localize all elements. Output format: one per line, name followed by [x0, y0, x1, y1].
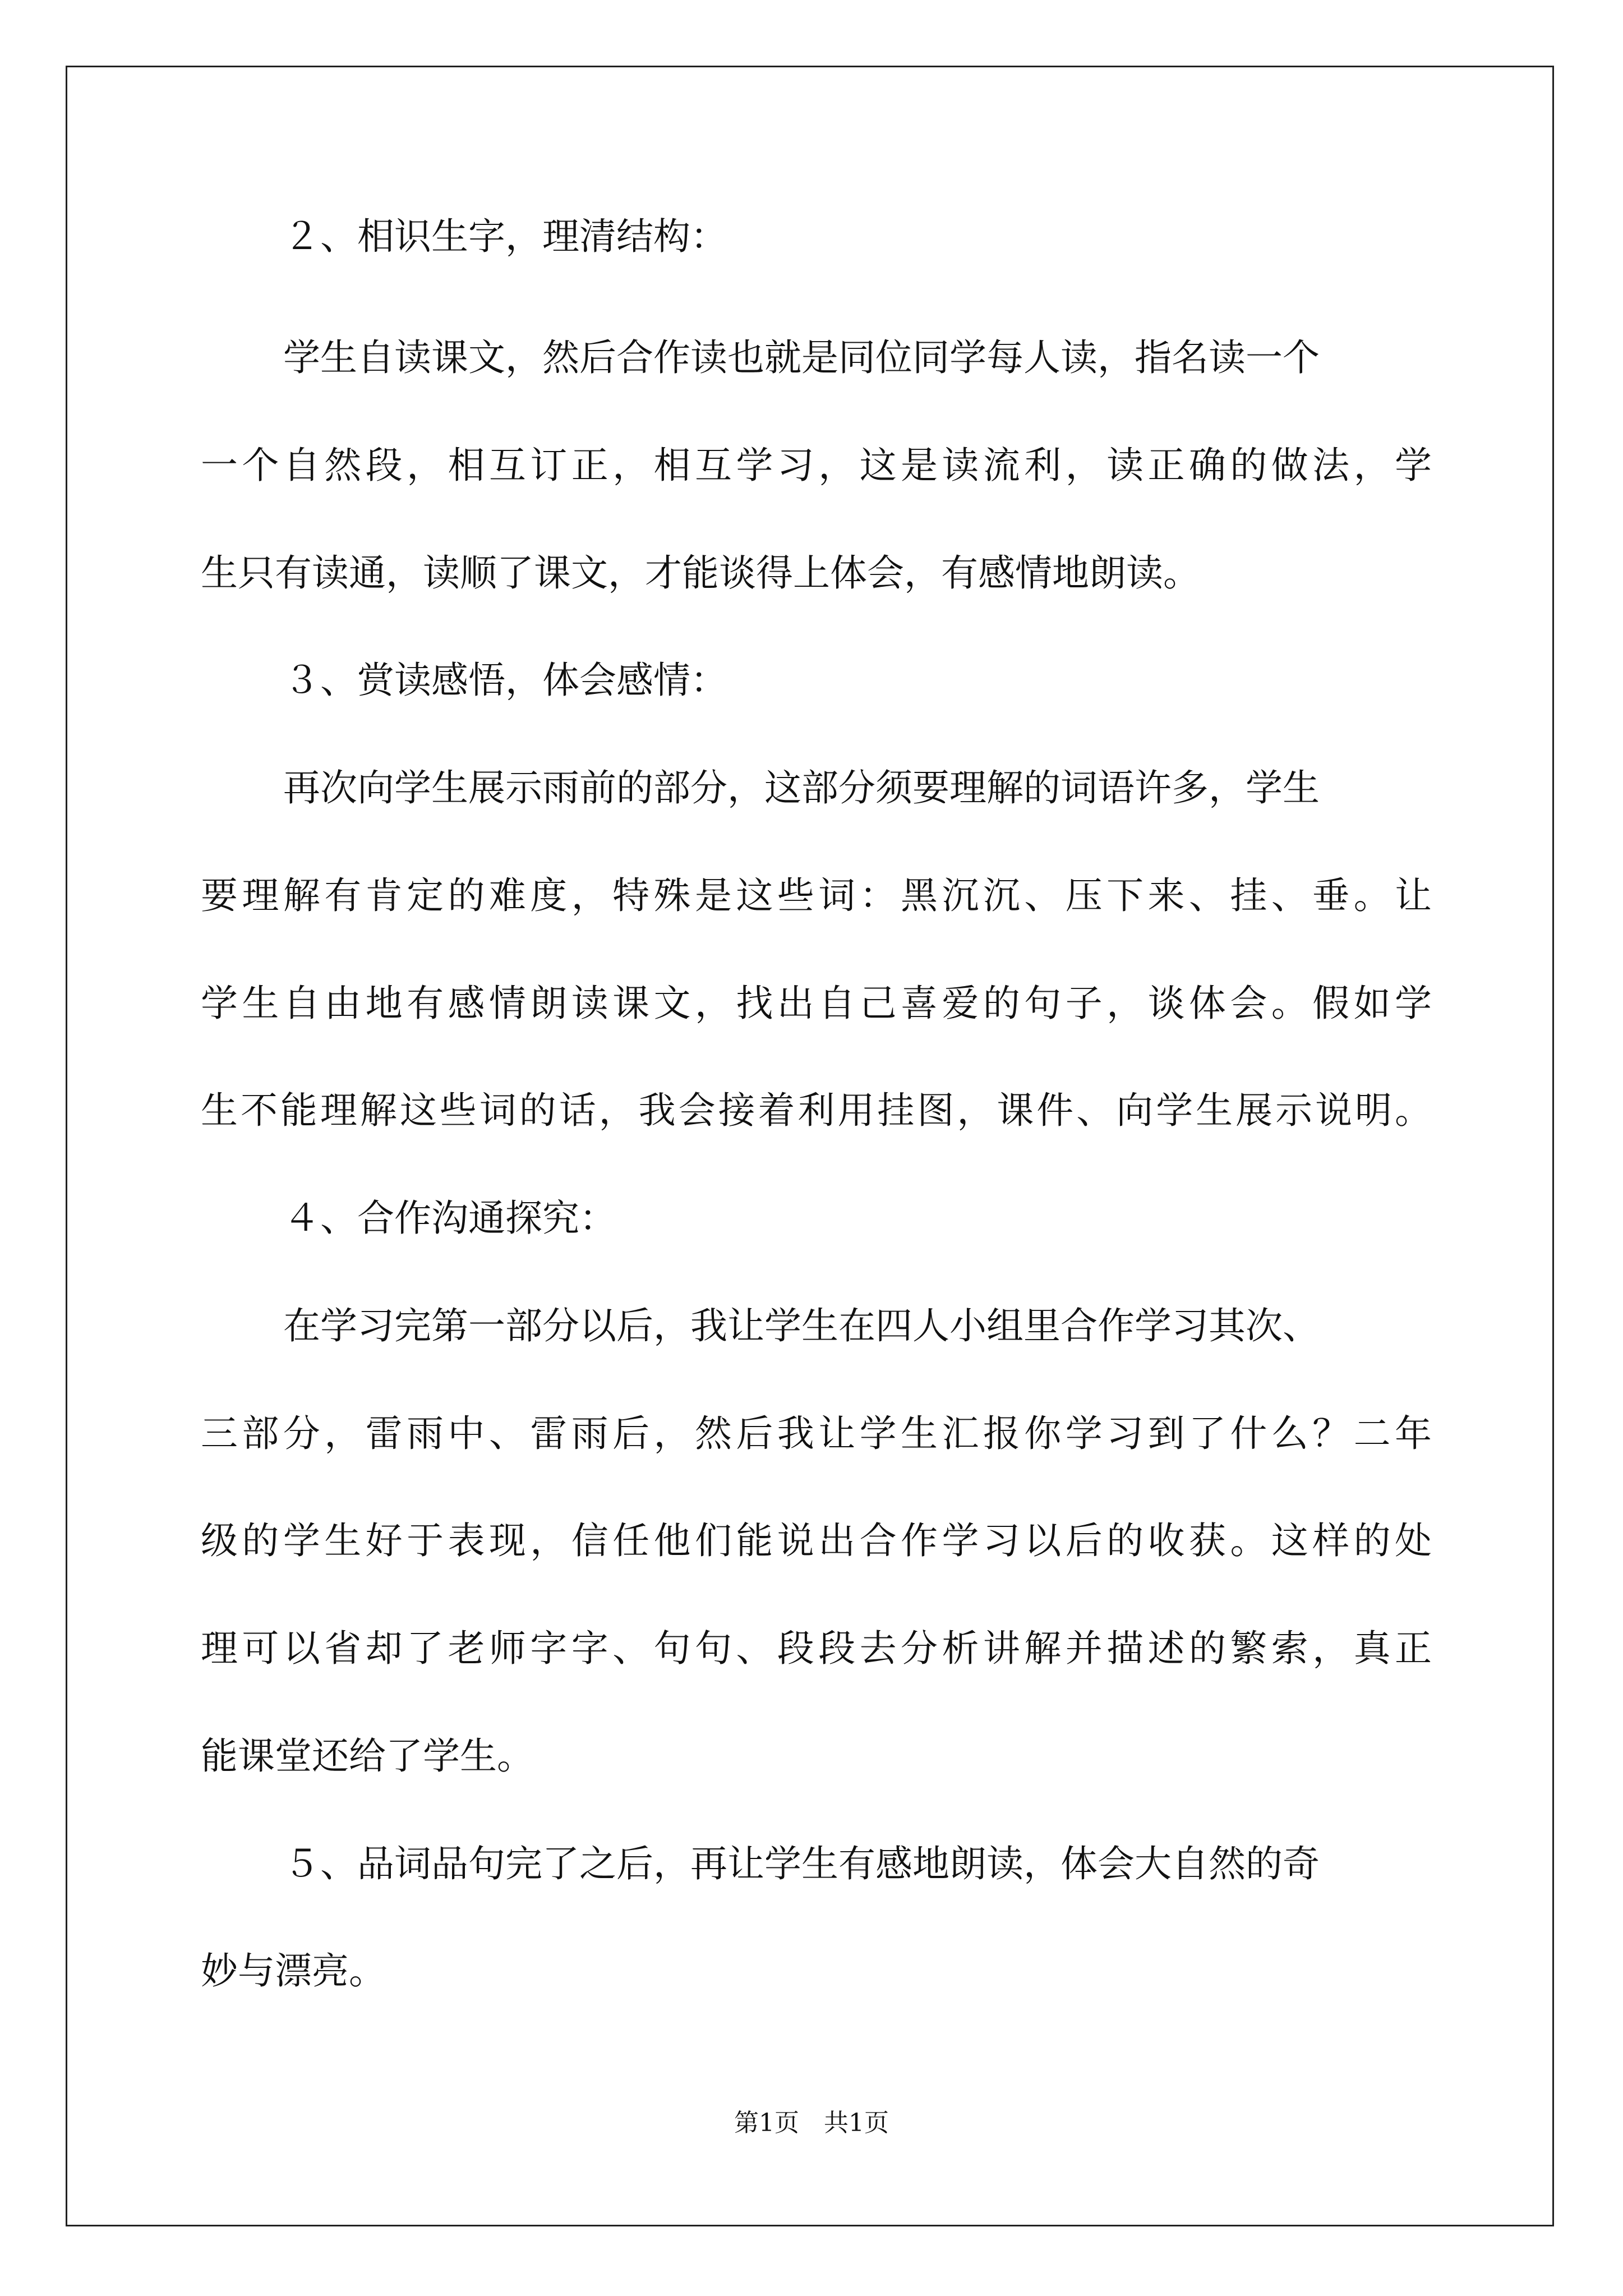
paragraph-line: 再次向学生展示雨前的部分，这部分须要理解的词语许多，学生	[283, 766, 1320, 809]
paragraph-line: 一个自然段，相互订正，相互学习，这是读流利，读正确的做法，学	[201, 444, 1432, 487]
paragraph-line: 能课堂还给了学生。	[201, 1734, 534, 1778]
paragraph-line: 三部分，雷雨中、雷雨后，然后我让学生汇报你学习到了什么？二年	[201, 1412, 1432, 1455]
paragraph-line: 在学习完第一部分以后，我让学生在四人小组里合作学习其次、	[283, 1304, 1320, 1347]
paragraph-line: 妙与漂亮。	[201, 1949, 386, 1993]
paragraph-line: 要理解有肯定的难度，特殊是这些词：黑沉沉、压下来、挂、垂。让	[201, 874, 1432, 917]
page-footer: 第1页 共1页	[734, 2109, 889, 2137]
paragraph-line: 理可以省却了老师字字、句句、段段去分析讲解并描述的繁索，真正	[201, 1627, 1432, 1670]
heading-4: ４、合作沟通探究：	[283, 1197, 616, 1240]
paragraph-line: 生不能理解这些词的话，我会接着利用挂图，课件、向学生展示说明。	[201, 1089, 1432, 1132]
paragraph-line: 级的学生好于表现，信任他们能说出合作学习以后的收获。这样的处	[201, 1519, 1432, 1562]
paragraph-line: 生只有读通，读顺了课文，才能谈得上体会，有感情地朗读。	[201, 551, 1200, 595]
page-border	[66, 66, 1554, 2226]
heading-2: ２、相识生字，理清结构：	[283, 215, 727, 258]
heading-3: ３、赏读感悟，体会感情：	[283, 659, 727, 702]
paragraph-line: 学生自读课文，然后合作读也就是同位同学每人读，指名读一个	[283, 336, 1320, 379]
paragraph-line: ５、品词品句完了之后，再让学生有感地朗读，体会大自然的奇	[283, 1842, 1320, 1885]
paragraph-line: 学生自由地有感情朗读课文，找出自己喜爱的句子，谈体会。假如学	[201, 982, 1432, 1025]
